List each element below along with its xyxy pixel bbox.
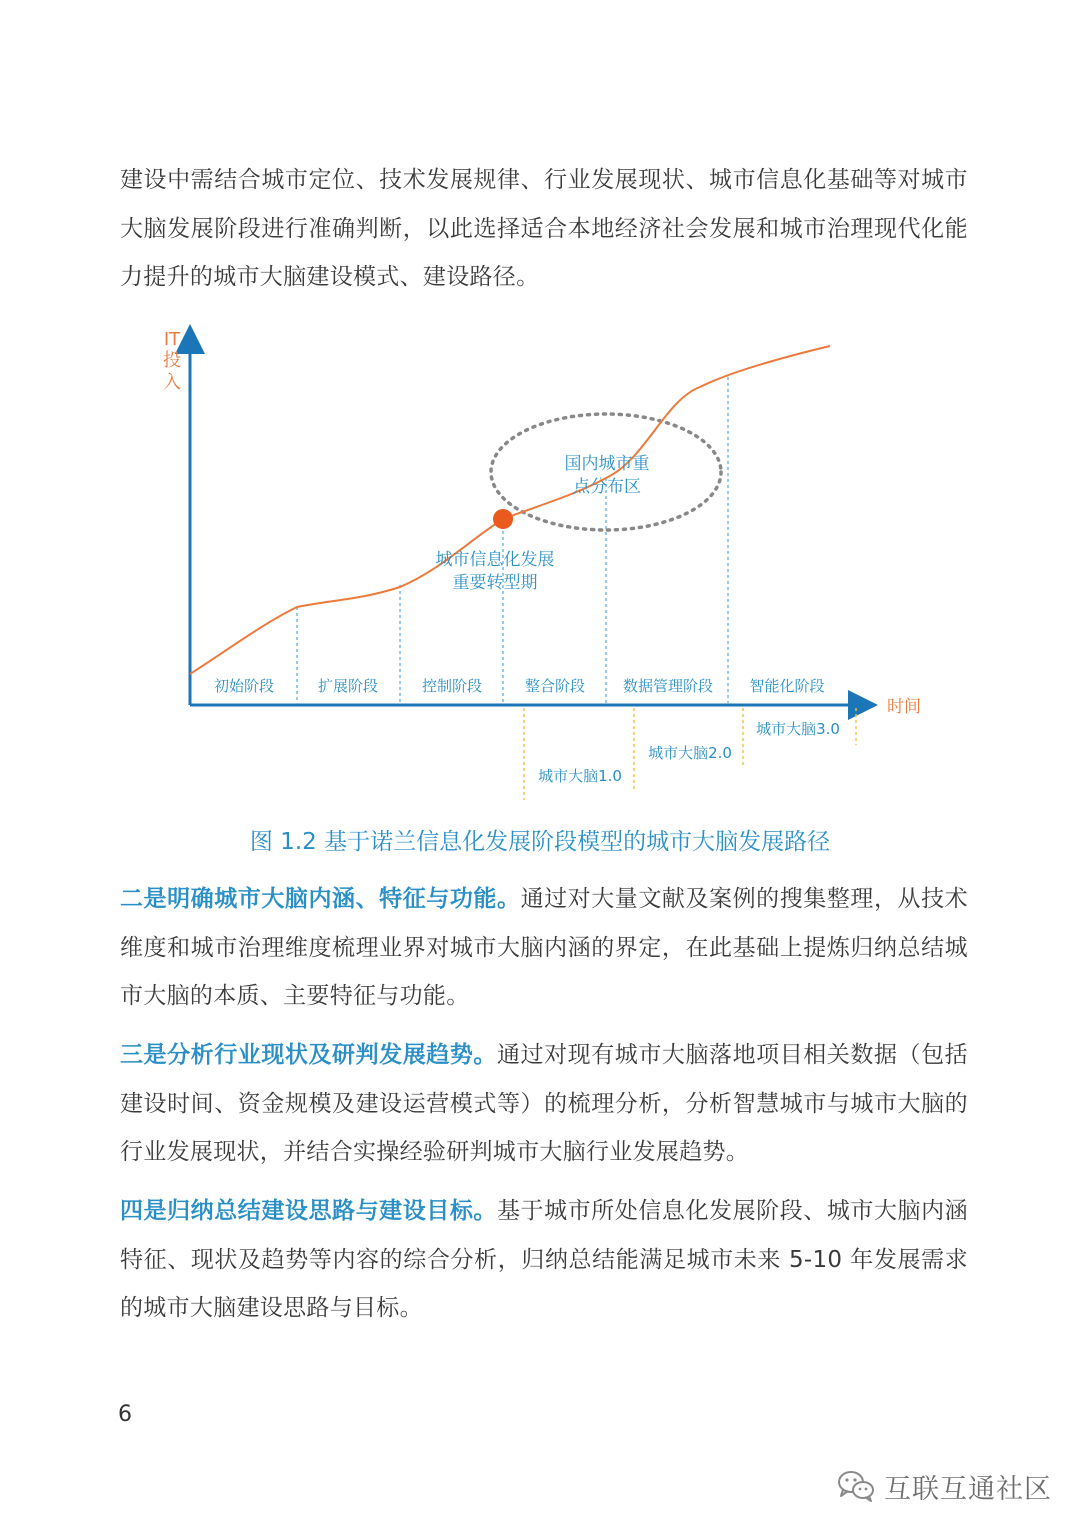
svg-text:国内城市重: 国内城市重	[564, 454, 650, 474]
ellipse-label	[565, 454, 650, 497]
svg-text:IT: IT	[163, 329, 181, 350]
stage-label: 数据管理阶段	[622, 677, 714, 695]
stage-label: 控制阶段	[421, 677, 483, 695]
stage-label: 扩展阶段	[317, 677, 379, 695]
intro-paragraph: 建设中需结合城市定位、技术发展规律、行业发展现状、城市信息化基础等对城市大脑发展阶段进行准确判断，以此选择适合本地经济社会发展和城市治理现代化能力提升的城市大脑建设模式、建设路径。	[120, 167, 968, 290]
figure-caption: 图 1.2 基于诺兰信息化发展阶段模型的城市大脑发展路径	[249, 829, 831, 855]
section-paragraph	[120, 1031, 968, 1177]
version-label: 城市大脑1.0	[538, 767, 622, 785]
stage-label: 整合阶段	[524, 677, 586, 695]
svg-text:入: 入	[163, 372, 181, 393]
section-paragraph	[120, 875, 968, 1021]
watermark	[836, 1466, 1052, 1506]
section-body: 通过对大量文献及案例的搜集整理，从技术维度和城市治理维度梳理业界对城市大脑内涵的界定，在此基础上提炼归纳总结城市大脑的本质、主要特征与功能。	[120, 886, 968, 1009]
section-body: 基于城市所处信息化发展阶段、城市大脑内涵特征、现状及趋势等内容的综合分析，归纳总结能满足城市未来 5-10 年发展需求的城市大脑建设思路与目标。	[120, 1198, 968, 1321]
page-number: 6	[118, 1402, 132, 1427]
version-label: 城市大脑2.0	[648, 744, 732, 762]
section-lead: 二是明确城市大脑内涵、特征与功能。	[120, 886, 521, 912]
section-lead: 三是分析行业现状及研判发展趋势。	[120, 1042, 497, 1068]
y-axis-label	[163, 329, 181, 393]
svg-text:投: 投	[163, 350, 181, 371]
section-body: 通过对现有城市大脑落地项目相关数据（包括建设时间、资金规模及建设运营模式等）的梳理分析，分析智慧城市与城市大脑的行业发展现状，并结合实操经验研判城市大脑行业发展趋势。	[120, 1042, 968, 1165]
svg-text:城市信息化发展: 城市信息化发展	[435, 550, 555, 570]
watermark-text: 互联互通社区	[884, 1473, 1052, 1505]
stage-label: 智能化阶段	[749, 677, 825, 695]
svg-text:点分布区: 点分布区	[573, 477, 641, 497]
wechat-icon	[836, 1468, 876, 1504]
growth-curve	[190, 346, 830, 674]
x-axis-label: 时间	[887, 697, 921, 717]
version-label: 城市大脑3.0	[756, 720, 840, 738]
transition-point	[493, 509, 513, 529]
svg-text:重要转型期: 重要转型期	[452, 573, 538, 593]
stage-dividers	[297, 377, 728, 703]
stage-label: 初始阶段	[213, 677, 275, 695]
transition-label	[436, 550, 555, 593]
section-lead: 四是归纳总结建设思路与建设目标。	[120, 1198, 497, 1224]
section-paragraph	[120, 1187, 968, 1333]
